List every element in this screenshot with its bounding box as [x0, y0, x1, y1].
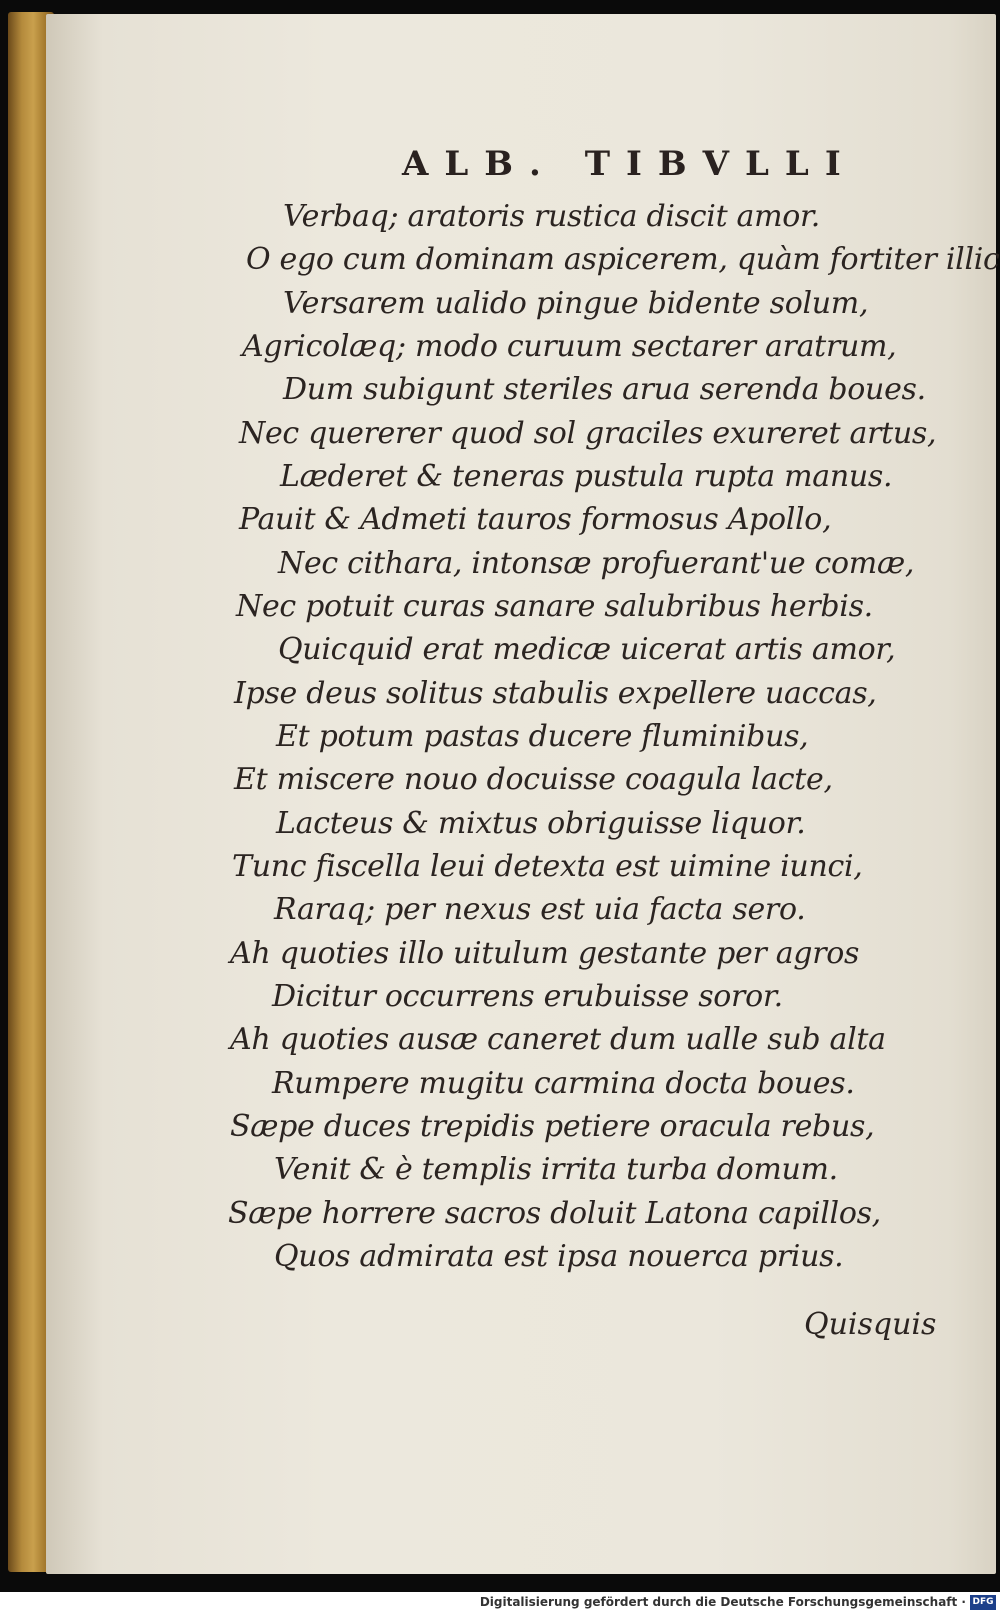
verse-line: Nec cithara, intonsæ profuerant'ue comæ, [278, 546, 915, 581]
digitization-footer [0, 1592, 1000, 1615]
running-head: ALB. TIBVLLI [402, 144, 857, 184]
book-page [46, 14, 1000, 1574]
verse-line: Ipse deus solitus stabulis expellere uaccas, [234, 676, 877, 711]
verse-line: Et miscere nouo docuisse coagula lacte, [234, 762, 833, 797]
verse-line: Quicquid erat medicæ uicerat artis amor, [278, 632, 896, 667]
verse-line: Quos admirata est ipsa nouerca prius. [274, 1239, 844, 1274]
verse-line: Sæpe horrere sacros doluit Latona capillos, [228, 1196, 881, 1231]
verse-line: Verbaq; aratoris rustica discit amor. [283, 199, 821, 234]
verse-line: Læderet & teneras pustula rupta manus. [280, 459, 893, 494]
verse-line: Pauit & Admeti tauros formosus Apollo, [239, 502, 832, 537]
catchword: Quisquis [804, 1307, 937, 1342]
verse-line: Versarem ualido pingue bidente solum, [283, 286, 869, 321]
verse-line: Dicitur occurrens erubuisse soror. [272, 979, 783, 1014]
funding-credit: Digitalisierung gefördert durch die Deutsche Forschungsgemeinschaft · [479, 1595, 966, 1609]
verse-line: Nec quererer quod sol graciles exureret artus, [239, 416, 937, 451]
verse-line: Sæpe duces trepidis petiere oracula rebus, [230, 1109, 875, 1144]
verse-line: Tunc fiscella leui detexta est uimine iunci, [232, 849, 863, 884]
verse-line: O ego cum dominam aspicerem, quàm fortiter illic [246, 242, 1000, 277]
verse-line: Raraq; per nexus est uia facta sero. [274, 892, 806, 927]
verse-line: Ah quoties ausæ caneret dum ualle sub alta [230, 1022, 886, 1057]
verse-line: Venit & è templis irrita turba domum. [274, 1152, 838, 1187]
dfg-logo: DFG [970, 1595, 996, 1610]
verse-line: Nec potuit curas sanare salubribus herbis. [236, 589, 873, 624]
verse-line: Ah quoties illo uitulum gestante per agros [230, 936, 860, 971]
verse-line: Rumpere mugitu carmina docta boues. [272, 1066, 855, 1101]
verse-line: Agricolæq; modo curuum sectarer aratrum, [242, 329, 897, 364]
verse-line: Dum subigunt steriles arua serenda boues. [283, 372, 926, 407]
verse-line: Et potum pastas ducere fluminibus, [276, 719, 809, 754]
verse-line: Lacteus & mixtus obriguisse liquor. [276, 806, 806, 841]
